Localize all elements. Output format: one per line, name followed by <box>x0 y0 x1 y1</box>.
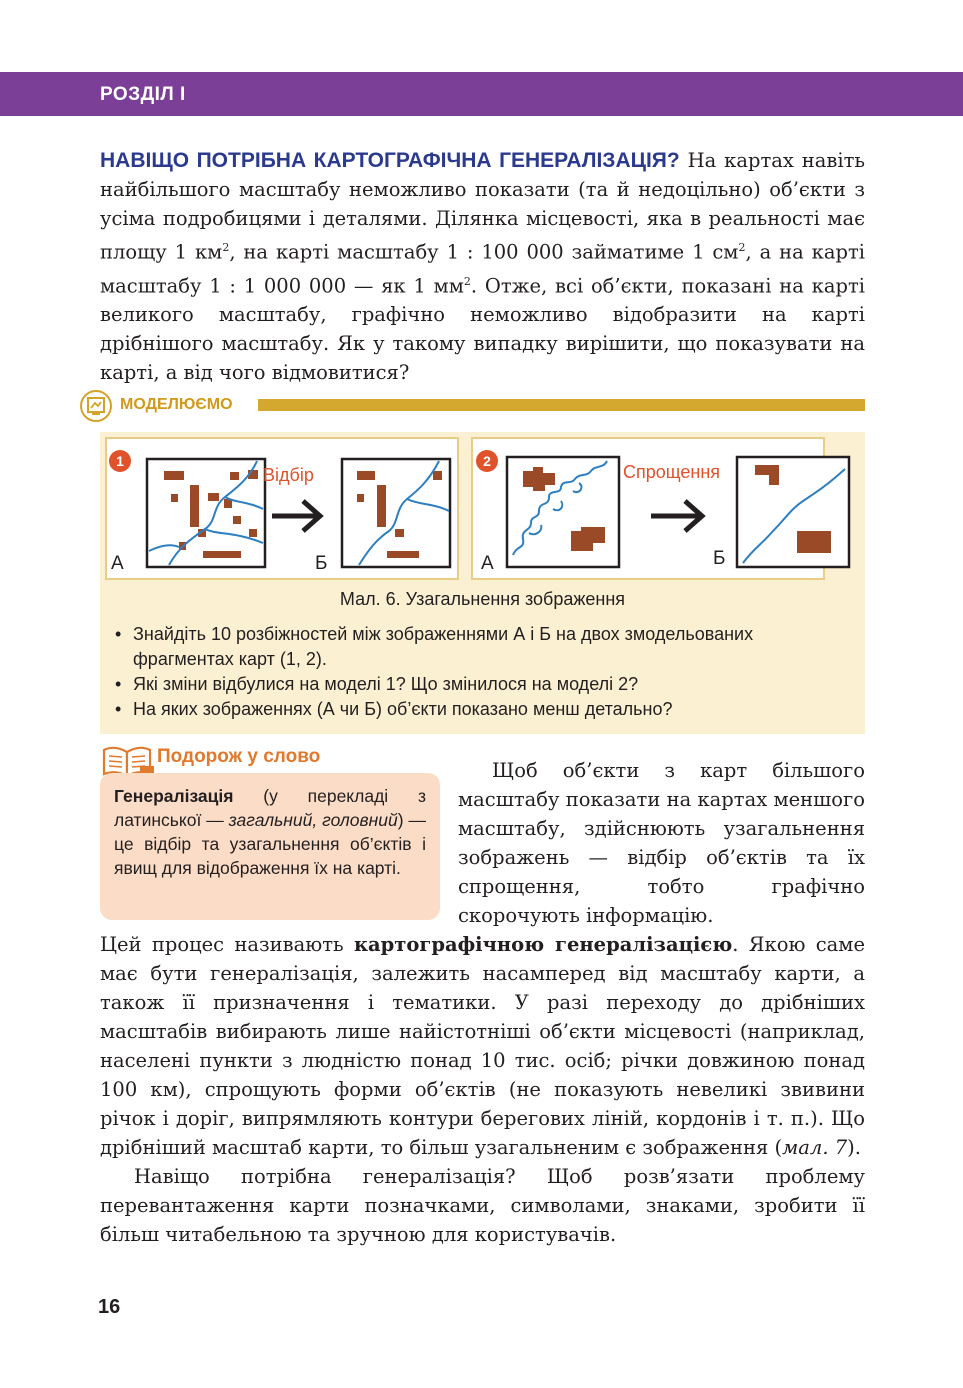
p1-text-c: ). <box>847 1136 861 1159</box>
figure-panel-1 <box>105 437 459 580</box>
modeling-title: МОДЕЛЮЄМО <box>120 396 233 413</box>
definition-text-1: (у перекладі з латинської — <box>114 786 426 830</box>
main-text <box>100 930 865 1249</box>
intro-heading: НАВІЩО ПОТРІБНА КАРТОГРАФІЧНА ГЕНЕРАЛІЗАЦІЯ? <box>100 149 680 172</box>
intro-text-4: . Отже, всі об’єкти, показані на карті великого масштабу, графічно неможливо відобразити на карті дрібнішого масштабу. Як у такому випадку вирішити, що показувати на карті, а від чого відмовитися? <box>100 274 865 384</box>
modeling-divider <box>258 399 865 411</box>
figure-caption: Мал. 6. Узагальнення зображення <box>339 589 626 609</box>
superscript: 2 <box>463 274 471 288</box>
side-paragraph: Щоб об’єкти з карт більшого масштабу показати на картах меншого масштабу, здійснюють узагальнення зображень — відбір об’єктів та їх спрощення, тобто графічно скорочують інформацію. <box>458 759 865 927</box>
figure-1-label-b: Б <box>315 553 328 574</box>
section-label: РОЗДІЛ І <box>100 84 186 105</box>
p1-text-a: Цей процес називають <box>100 933 354 956</box>
intro-text-1: На картах навіть найбільшого масштабу неможливо показати (та й недоцільно) об’єкти з усіма подробицями і деталями. Ділянка місцевості, яка в реальності має площу 1 км <box>100 149 865 264</box>
intro-paragraph <box>100 146 865 387</box>
definition-term: Генералізація <box>114 786 234 806</box>
figure-1-action: Відбір <box>263 465 314 485</box>
word-journey-title: Подорож у слово <box>157 746 321 767</box>
definition-box <box>100 773 440 920</box>
task-item: • Які зміни відбулися на моделі 1? Що змінилося на моделі 2? <box>115 672 855 697</box>
figure-2-action: Спрощення <box>623 462 721 482</box>
figure-2-number: 2 <box>476 450 498 472</box>
intro-text-2: , на карті масштабу 1 : 100 000 займатиме 1 см <box>229 240 739 264</box>
modeling-tasks <box>115 622 855 722</box>
task-item: • Знайдіть 10 розбіжностей між зображеннями А і Б на двох змодельованих фрагментах карт (1, 2). <box>115 622 855 672</box>
paragraph-2: Навіщо потрібна генералізація? Щоб розв’язати проблему перевантаження карти позначками, символами, знаками, зробити її більш читабельною та зручною для користувачів. <box>100 1165 865 1246</box>
p1-figure-ref: мал. 7 <box>782 1136 848 1159</box>
paragraph-1 <box>100 930 865 1162</box>
figure-2-drawing <box>473 439 863 578</box>
modeling-header <box>80 390 865 420</box>
definition-italic: загальний, головний <box>228 810 398 830</box>
p1-text-b: . Якою саме має бути генералізація, залежить насамперед від масштабу карти, а також її призначення і тематики. У разі переходу до дрібніших масштабів вибирають лише найістотніші об’єкти місцевості (наприклад, населені пункти з людністю понад 10 тис. осіб; річки довжиною понад 100 км), спрощують форми об’єктів (не показують невеликі звивини річок і доріг, випрямляють контури берегових ліній, кордонів і т. п.). Що дрібніший масштаб карти, то більш узагальненим є зображення ( <box>100 933 865 1159</box>
figure-2-label-a: А <box>481 553 494 574</box>
figure-2-label-b: Б <box>713 548 726 569</box>
side-paragraph-container <box>458 756 865 930</box>
figure-1-label-a: А <box>111 553 124 574</box>
superscript: 2 <box>738 241 746 254</box>
intro-text-3: , а на карті масштабу 1 : 1 000 000 — як 1 мм <box>100 240 865 297</box>
p1-bold-term: картографічною генералізацією <box>353 933 733 956</box>
definition-text-2: ) — це відбір та узагальнення об’єктів і явищ для відображення їх на карті. <box>114 810 426 878</box>
page-number: 16 <box>98 1296 121 1318</box>
figure-panel-2 <box>471 437 825 580</box>
modeling-icon <box>80 390 112 422</box>
superscript: 2 <box>222 241 230 254</box>
figure-1-number: 1 <box>109 450 131 472</box>
task-item: • На яких зображеннях (А чи Б) об’єкти показано менш детально? <box>115 697 855 722</box>
figure-1-drawing <box>107 439 457 578</box>
